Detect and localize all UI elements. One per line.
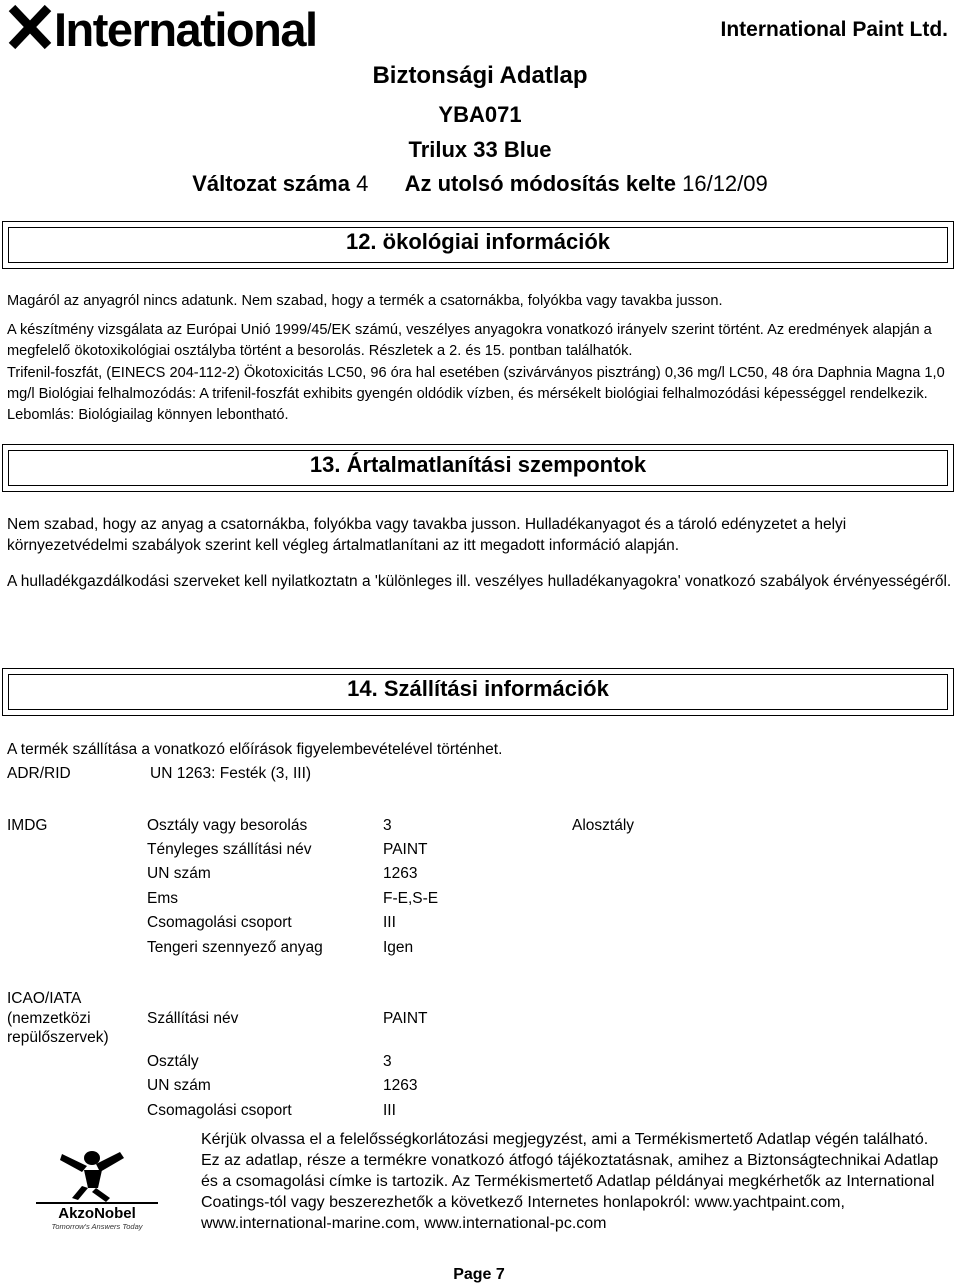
section-12-paragraph-3: Trifenil-foszfát, (EINECS 204-112-2) Ökotoxicitás LC50, 96 óra hal esetében (szivárványos pisztráng) 0,36 mg/l LC50, 48 óra Daphnia Magna 1,0 mg/l Biológiai felhalmozódás: A trifenil-foszfát exhibits gyengén oldódik vízben, és mérsékelt biológiai felhalmozódási képességgel rendelkezik. Lebomlás: Biológiailag könnyen lebontható. xyxy=(7,365,945,423)
section-12-paragraph-1: Magáról az anyagról nincs adatunk. Nem szabad, hogy a termék a csatornákba, folyókba vagy tavakba jusson. xyxy=(7,293,723,309)
section-13-title: 13. Ártalmatlanítási szempontok xyxy=(309,452,647,477)
akzonobel-logo xyxy=(32,1148,162,1232)
version-label: Változat száma xyxy=(192,171,350,196)
icao-row-label: UN szám xyxy=(147,1077,211,1094)
product-code: YBA071 xyxy=(438,102,522,127)
section-13-paragraph-2: A hulladékgazdálkodási szerveket kell nyilatkoztatn a 'különleges ill. veszélyes hulladékanyagokra' vonatkozó szabályok érvényességéről. xyxy=(7,573,952,590)
imdg-row-value: III xyxy=(383,914,396,931)
page-number: Page 7 xyxy=(453,1266,505,1283)
icao-row-label: Csomagolási csoport xyxy=(147,1102,292,1119)
imdg-row-label: Csomagolási csoport xyxy=(147,914,292,931)
adr-label: ADR/RID xyxy=(7,765,71,782)
company-name: International Paint Ltd. xyxy=(720,18,948,41)
akzonobel-figure-icon xyxy=(60,1151,124,1202)
logo-wordmark: International xyxy=(54,3,317,54)
section-12-title: 12. ökológiai információk xyxy=(345,229,611,254)
icao-row-label: Osztály xyxy=(147,1053,199,1070)
imdg-row-value: Igen xyxy=(383,939,414,956)
version-value: 4 xyxy=(356,171,369,196)
imdg-row-extra: Alosztály xyxy=(572,817,635,834)
product-name: Trilux 33 Blue xyxy=(408,137,552,162)
document-title: Biztonsági Adatlap xyxy=(372,62,588,89)
imdg-row-value: F-E,S-E xyxy=(383,890,439,907)
version-line xyxy=(0,171,960,197)
imdg-row-label: Ems xyxy=(147,890,178,907)
section-14-header xyxy=(2,668,954,716)
section-13-header xyxy=(2,444,954,492)
icao-row-value: PAINT xyxy=(383,1010,428,1027)
imdg-label: IMDG xyxy=(7,817,48,834)
modified-label: Az utolsó módosítás kelte xyxy=(404,171,676,196)
imdg-row-value: 1263 xyxy=(383,865,418,882)
icao-label-line-2: (nemzetközi xyxy=(7,1010,91,1027)
akzonobel-tagline: Tomorrow's Answers Today xyxy=(51,1222,143,1231)
disclaimer: Kérjük olvassa el a felelősségkorlátozási megjegyzést, ami a Termékismertető Adatlap végén található. Ez az adatlap, része a termékre vonatkozó átfogó tájékoztatásnak, amihez a Biztonságtechnikai Adatlap és a csomagolási címke is tartozik. Az Termékismertető Adatlap példányai megkérhetők az International Coatings-tól vagy beszerezhetők a következő Internetes honlapokról: www.yachtpaint.com, www.international-marine.com, www.international-pc.com xyxy=(201,1131,939,1232)
international-star-icon xyxy=(12,8,48,46)
icao-row-value: 1263 xyxy=(383,1077,418,1094)
imdg-row-label: Osztály vagy besorolás xyxy=(147,817,308,834)
imdg-row-label: Tengeri szennyező anyag xyxy=(147,939,323,956)
icao-label-line-3: repülőszervek) xyxy=(7,1029,109,1046)
imdg-row-label: Tényleges szállítási név xyxy=(147,841,312,858)
section-12-header xyxy=(2,221,954,269)
adr-value: UN 1263: Festék (3, III) xyxy=(150,765,312,782)
transport-intro: A termék szállítása a vonatkozó előírások figyelembevételével történhet. xyxy=(7,741,503,758)
imdg-row-value: 3 xyxy=(383,817,392,834)
icao-row-value: 3 xyxy=(383,1053,392,1070)
imdg-row-value: PAINT xyxy=(383,841,428,858)
modified-value: 16/12/09 xyxy=(682,171,768,196)
section-13-paragraph-1: Nem szabad, hogy az anyag a csatornákba, folyókba vagy tavakba jusson. Hulladékanyagot és a tároló edényzetet a helyi környezetvédelmi szabályok szerint kell végleg ártalmatlanítani az itt megadott információ alapján. xyxy=(7,516,847,554)
section-14-title: 14. Szállítási információk xyxy=(347,676,609,701)
akzonobel-wordmark: AkzoNobel xyxy=(58,1205,136,1222)
international-logo xyxy=(6,2,346,54)
imdg-row-label: UN szám xyxy=(147,865,211,882)
icao-row-value: III xyxy=(383,1102,396,1119)
icao-label-line-1: ICAO/IATA xyxy=(7,990,82,1007)
icao-row-label: Szállítási név xyxy=(147,1010,239,1027)
section-12-paragraph-2: A készítmény vizsgálata az Európai Unió 1999/45/EK számú, veszélyes anyagokra vonatkozó irányelv szerint történt. Az eredmények alapján a megfelelő ökotoxikológiai osztályba történt a besorolás. Részletek a 2. és 15. pontban találhatók. xyxy=(7,322,932,359)
